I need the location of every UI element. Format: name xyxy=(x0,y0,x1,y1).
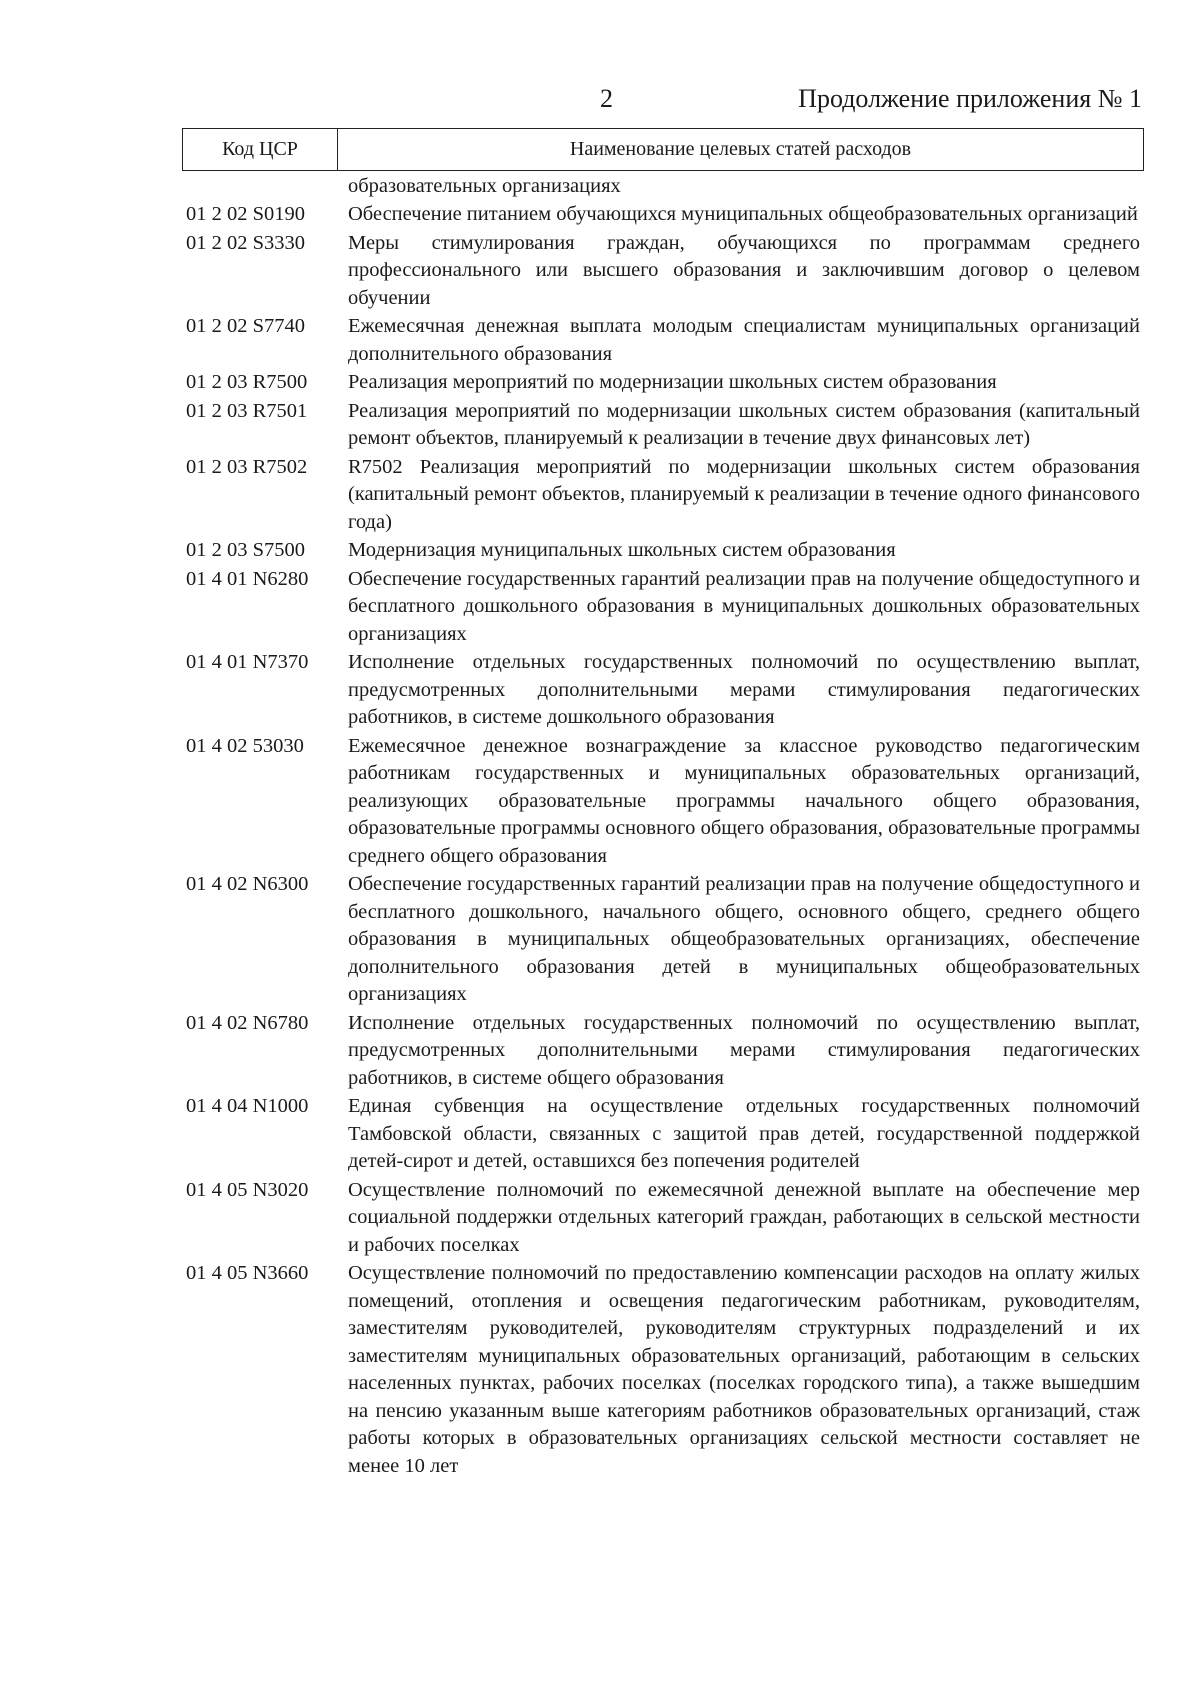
table-row xyxy=(182,313,1144,368)
table-row xyxy=(182,230,1144,313)
row-text: Исполнение отдельных государственных полномочий по осуществлению выплат, предусмотренных дополнительными мерами стимулирования педагогических работников, в системе дошкольного образования xyxy=(348,651,1140,728)
table-row xyxy=(182,201,1144,229)
row-text: Единая субвенция на осуществление отдельных государственных полномочий Тамбовской области, связанных с защитой прав детей, государственной поддержкой детей-сирот и детей, оставшихся без попечения родителей xyxy=(348,1095,1140,1172)
row-code: 01 2 03 R7501 xyxy=(186,399,308,422)
table-body xyxy=(182,172,1144,1480)
table-row xyxy=(182,1177,1144,1260)
table-row xyxy=(182,733,1144,871)
row-text: Меры стимулирования граждан, обучающихся по программам среднего профессионального или высшего образования и заключившим договор о целевом обучении xyxy=(348,231,1140,309)
row-text: Обеспечение государственных гарантий реализации прав на получение общедоступного и бесплатного дошкольного образования в муниципальных дошкольных образовательных организациях xyxy=(348,567,1140,645)
table-row xyxy=(182,369,1144,397)
row-text: Осуществление полномочий по ежемесячной денежной выплате на обеспечение мер социальной поддержки отдельных категорий граждан, работающих в сельской местности и рабочих поселках xyxy=(348,1178,1140,1256)
table-row xyxy=(182,1260,1144,1480)
column-header-name: Наименование целевых статей расходов xyxy=(569,138,912,160)
row-code: 01 2 02 S7740 xyxy=(186,315,306,337)
row-text: R7502 Реализация мероприятий по модернизации школьных систем образования (капитальный ремонт объектов, планируемый к реализации в течение одного финансового года) xyxy=(348,455,1140,533)
table-row xyxy=(182,566,1144,649)
row-text: Ежемесячное денежное вознаграждение за классное руководство педагогическим работникам государственных и муниципальных образовательных организаций, реализующих образовательные программы начального общего образования, образовательные программы основного общего образования, образовательные программы среднего общего образования xyxy=(348,734,1140,867)
row-code: 01 4 01 N6280 xyxy=(186,567,309,590)
row-text: Исполнение отдельных государственных полномочий по осуществлению выплат, предусмотренных дополнительными мерами стимулирования педагогических работников, в системе общего образования xyxy=(348,1011,1140,1089)
table-row xyxy=(182,649,1144,732)
row-code: 01 2 02 S3330 xyxy=(186,231,306,254)
table-row xyxy=(182,1010,1144,1093)
table-row xyxy=(182,398,1144,453)
row-code: 01 2 03 R7502 xyxy=(186,455,308,478)
row-code: 01 4 02 N6780 xyxy=(186,1011,309,1034)
row-code: 01 2 03 S7500 xyxy=(186,539,306,561)
table-header xyxy=(182,128,1144,171)
table-row xyxy=(182,1093,1144,1176)
row-code: 01 4 04 N1000 xyxy=(186,1095,309,1117)
row-code: 01 2 02 S0190 xyxy=(186,203,306,225)
column-header-code: Код ЦСР xyxy=(183,129,338,170)
row-code: 01 4 01 N7370 xyxy=(186,651,309,673)
row-code: 01 4 05 N3020 xyxy=(186,1178,309,1201)
row-code: 01 4 05 N3660 xyxy=(186,1262,309,1284)
table-row xyxy=(182,537,1144,565)
page-number: 2 xyxy=(600,84,613,113)
row-text: Ежемесячная денежная выплата молодым специалистам муниципальных организаций дополнительного образования xyxy=(348,315,1140,365)
row-text: Реализация мероприятий по модернизации школьных систем образования (капитальный ремонт объектов, планируемый к реализации в течение двух финансовых лет) xyxy=(348,399,1140,449)
row-text: Обеспечение питанием обучающихся муниципальных общеобразовательных организаций xyxy=(348,203,1138,225)
table-row xyxy=(182,454,1144,537)
row-text: Осуществление полномочий по предоставлению компенсации расходов на оплату жилых помещений, отопления и освещения педагогическим работникам, руководителям, заместителям руководителей, руководителям структурных подразделений и их заместителям муниципальных образовательных организаций, работающим в сельских населенных пунктах, рабочих поселках (поселках городского типа), а также вышедшим на пенсию указанным выше категориям работников образовательных организаций, стаж работы которых в образовательных организациях сельской местности составляет не менее 10 лет xyxy=(348,1262,1140,1477)
row-code: 01 2 03 R7500 xyxy=(186,371,308,393)
row-code: 01 4 02 N6300 xyxy=(186,873,309,895)
table-row xyxy=(182,871,1144,1009)
row-code: 01 4 02 53030 xyxy=(186,734,304,757)
row-text: Обеспечение государственных гарантий реализации прав на получение общедоступного и бесплатного дошкольного, начального общего, основного общего, среднего общего образования в муниципальных общеобразовательных организациях, обеспечение дополнительного образования детей в муниципальных общеобразовательных организациях xyxy=(348,873,1140,1005)
appendix-label: Продолжение приложения № 1 xyxy=(798,84,1142,113)
row-text: Реализация мероприятий по модернизации школьных систем образования xyxy=(348,371,997,393)
row-text: Модернизация муниципальных школьных систем образования xyxy=(348,539,896,561)
continuation-text: образовательных организациях xyxy=(348,175,621,197)
